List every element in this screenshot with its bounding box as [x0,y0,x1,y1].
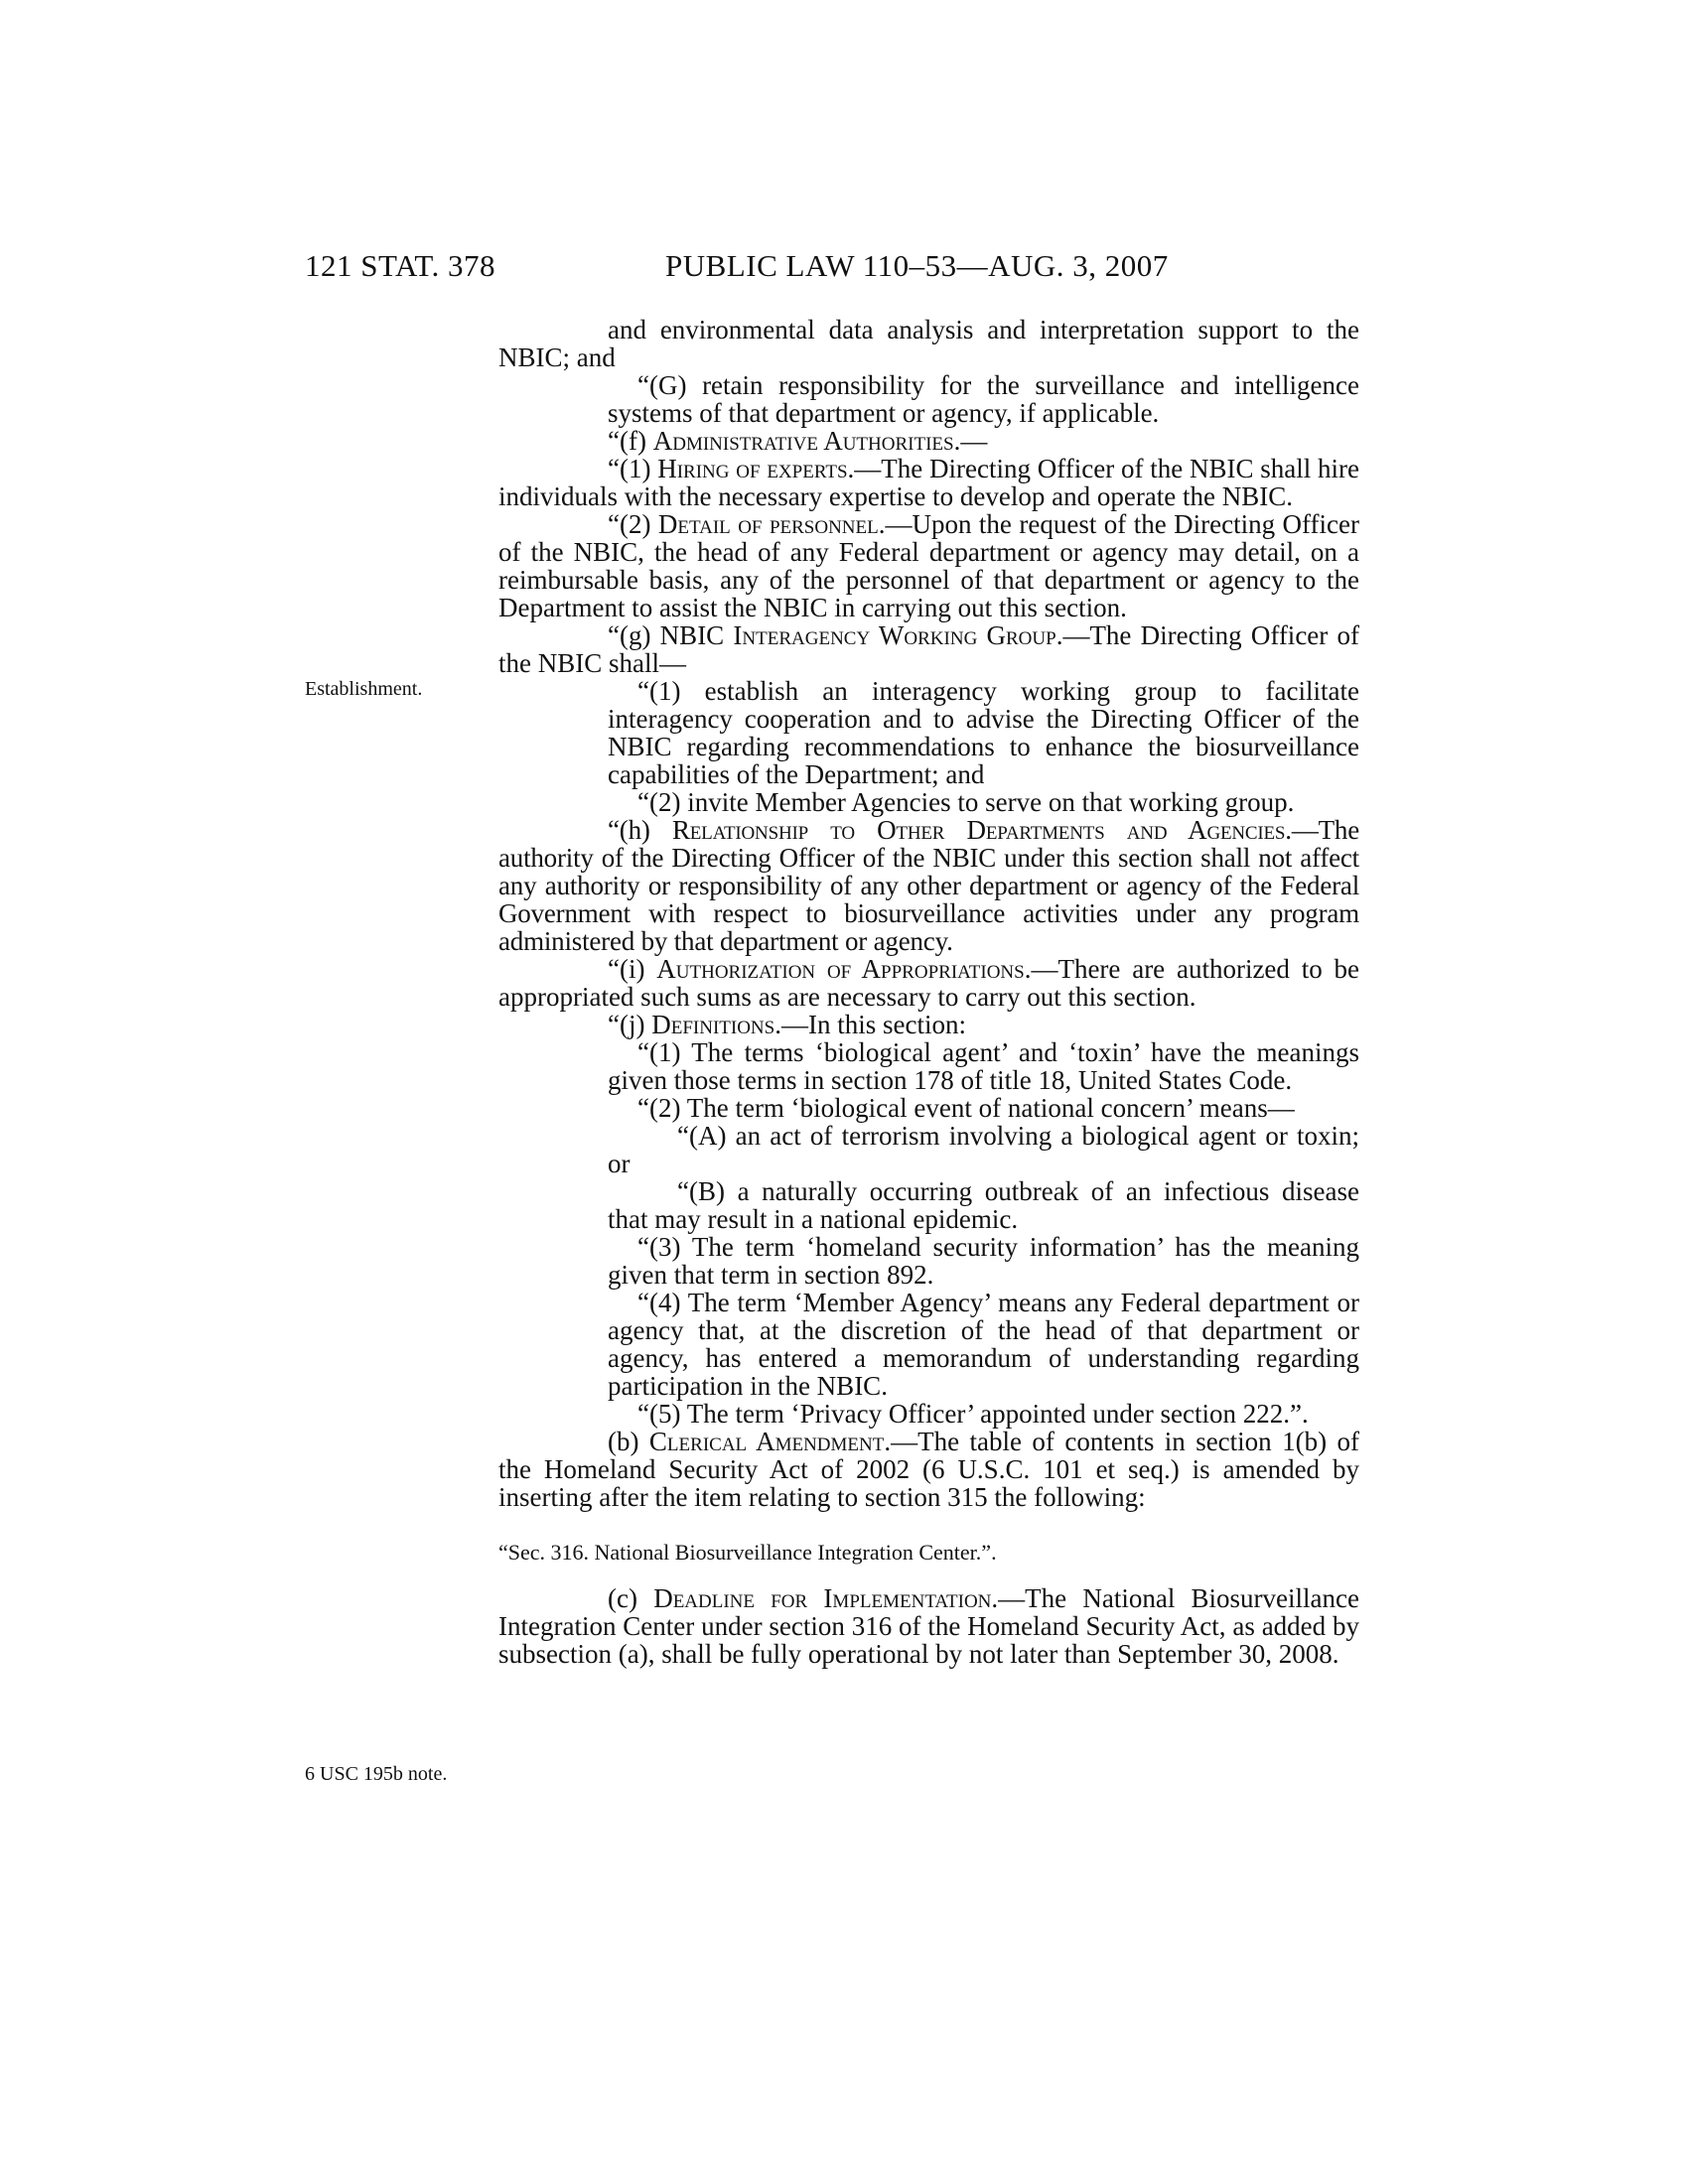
paragraph: and environmental data analysis and interpretation support to the NBIC; and [498,315,1359,372]
definition-3: “(3) The term ‘homeland security information’ has the meaning given that term in section 892. [608,1232,1359,1290]
definition-2b: “(B) a naturally occurring outbreak of an infectious disease that may result in a national epidemic. [608,1176,1359,1234]
paragraph-g1: “(1) establish an interagency working group to facilitate interagency cooperation and to advise the Directing Officer of the NBIC regarding recommendations to enhance the biosurveillance capabilities of the Department; and [608,676,1359,789]
section-c: (c) Deadline for Implementation.—The National Biosurveillance Integration Center under section 316 of the Homeland Security Act, as added by subsection (a), shall be fully operational by not later than September 30, 2008. [498,1583,1359,1669]
paragraph-g2: “(2) invite Member Agencies to serve on that working group. [637,787,1295,817]
section-i: “(i) Authorization of Appropriations.—There are authorized to be appropriated such sums as are necessary to carry out this section. [498,954,1360,1012]
margin-note-usc: 6 USC 195b note. [305,1763,448,1785]
paragraph-f1: “(1) Hiring of experts.—The Directing Officer of the NBIC shall hire individuals with the necessary expertise to develop and operate the NBIC. [498,454,1359,511]
section-g: “(g) NBIC Interagency Working Group.—The Directing Officer of the NBIC shall— [498,620,1359,678]
body-text [498,316,1359,1668]
section-b: (b) Clerical Amendment.—The table of contents in section 1(b) of the Homeland Security Act of 2002 (6 U.S.C. 101 et seq.) is amended by inserting after the item relating to section 315 the following: [498,1427,1360,1512]
page-header [0,248,1688,288]
section-f-heading: “(f) Administrative Authorities.— [608,426,988,456]
definition-2a: “(A) an act of terrorism involving a biological agent or toxin; or [608,1121,1359,1178]
definition-5: “(5) The term ‘Privacy Officer’ appointed under section 222.”. [637,1399,1309,1429]
paragraph-f2: “(2) Detail of personnel.—Upon the request of the Directing Officer of the NBIC, the head of any Federal department or agency may detail, on a reimbursable basis, any of the personnel of that department or agency to the Department to assist the NBIC in carrying out this section. [498,509,1360,622]
section-j: “(j) Definitions.—In this section: [608,1010,966,1039]
statute-page-number: 121 STAT. 378 [305,248,496,283]
margin-note-establishment: Establishment. [305,678,423,700]
definition-1: “(1) The terms ‘biological agent’ and ‘toxin’ have the meanings given those terms in section 178 of title 18, United States Code. [608,1037,1359,1095]
running-title: PUBLIC LAW 110–53—AUG. 3, 2007 [665,248,1169,283]
definition-4: “(4) The term ‘Member Agency’ means any Federal department or agency that, at the discretion of the head of that department or agency, has entered a memorandum of understanding regarding participation in the NBIC. [608,1288,1359,1401]
paragraph: “(G) retain responsibility for the surveillance and intelligence systems of that department or agency, if applicable. [608,370,1359,428]
definition-2: “(2) The term ‘biological event of national concern’ means— [637,1093,1295,1123]
table-of-contents-entry: “Sec. 316. National Biosurveillance Integration Center.”. [498,1540,997,1565]
section-h: “(h) Relationship to Other Departments and Agencies.—The authority of the Directing Officer of the NBIC under this section shall not affect any authority or responsibility of any other department or agency of the Federal Government with respect to biosurveillance activities under any program administered by that department or agency. [498,815,1360,956]
